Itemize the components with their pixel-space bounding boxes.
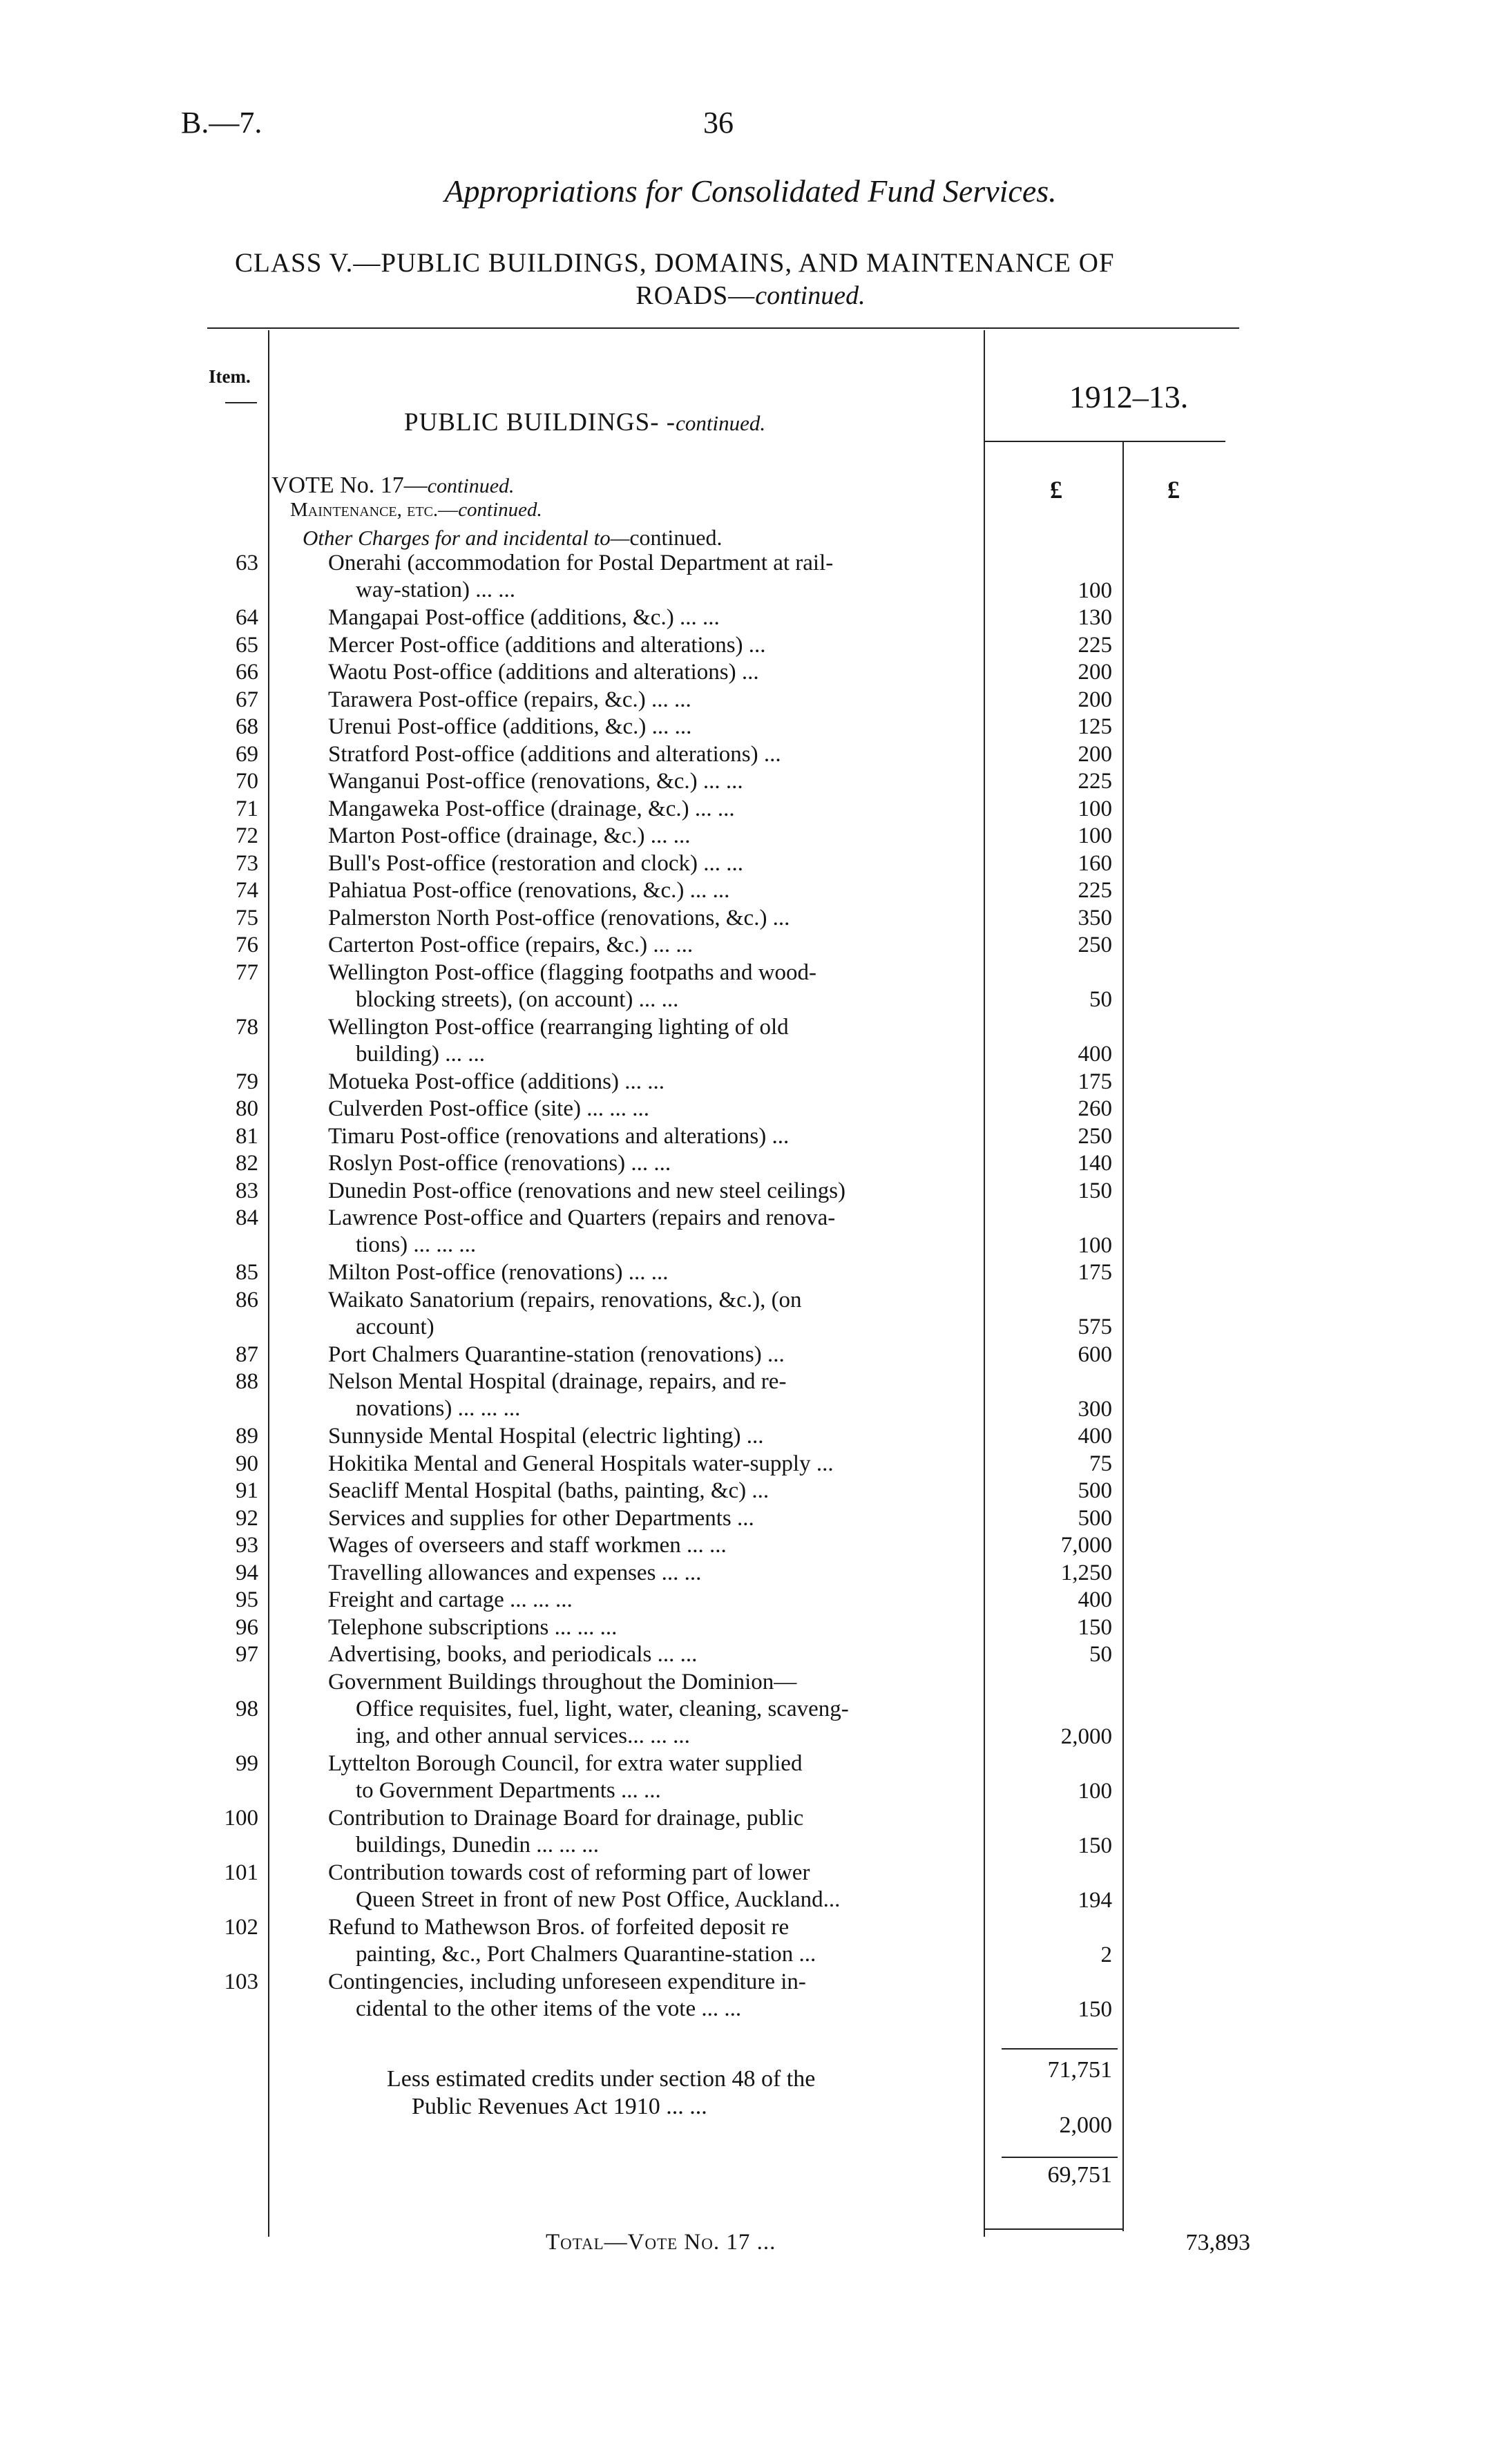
- item-description-line: Marton Post-office (drainage, &c.) ... ...: [328, 823, 691, 848]
- item-description-line: Motueka Post-office (additions) ... ...: [328, 1069, 665, 1094]
- item-description-line: Services and supplies for other Departments ...: [328, 1505, 754, 1531]
- item-number: 70: [236, 769, 258, 794]
- class-heading-line2: [0, 280, 1501, 311]
- item-amount: 300: [1078, 1396, 1112, 1422]
- item-description-line: Lyttelton Borough Council, for extra water supplied: [328, 1751, 803, 1776]
- page-title: Appropriations for Consolidated Fund Services.: [444, 173, 1057, 209]
- item-description: [328, 1178, 991, 1205]
- item-number: 77: [236, 959, 258, 985]
- item-description-line: Stratford Post-office (additions and alterations) ...: [328, 741, 781, 767]
- item-description-line: Palmerston North Post-office (renovations, &c.) ...: [328, 905, 790, 930]
- item-amount: 575: [1078, 1315, 1112, 1339]
- item-description-line: Culverden Post-office (site) ... ... ...: [328, 1096, 649, 1121]
- item-amount: 75: [1089, 1451, 1112, 1476]
- item-description-line: Advertising, books, and periodicals ... ...: [328, 1642, 698, 1667]
- item-column-header: Item.: [209, 366, 251, 387]
- item-description: [328, 687, 991, 714]
- item-number: 91: [236, 1478, 258, 1503]
- less-credits-line1: Less estimated credits under section 48 of the: [387, 2066, 816, 2092]
- item-description-continuation: account): [356, 1314, 434, 1339]
- item-description-line: Telephone subscriptions ... ... ...: [328, 1614, 618, 1640]
- net-amount: 69,751: [1047, 2162, 1112, 2188]
- item-amount: 130: [1078, 605, 1112, 630]
- item-number: 99: [236, 1751, 258, 1776]
- item-number: 84: [236, 1205, 258, 1230]
- item-number: 69: [236, 741, 258, 767]
- section-title-text: PUBLIC BUILDINGS- -: [404, 408, 676, 437]
- less-credits-text: [387, 2065, 995, 2121]
- item-description-line: Sunnyside Mental Hospital (electric lighting) ...: [328, 1424, 764, 1449]
- item-description-continuation: way-station) ... ...: [356, 577, 515, 602]
- item-description-line: Contingencies, including unforeseen expenditure in-: [328, 1969, 806, 1994]
- item-amount: 150: [1078, 1833, 1112, 1858]
- item-number: 87: [236, 1341, 258, 1367]
- item-description: [328, 1750, 991, 1804]
- item-amount: 175: [1078, 1260, 1112, 1285]
- item-amount: 100: [1078, 1778, 1112, 1804]
- item-amount: 140: [1078, 1151, 1112, 1176]
- item-description: [328, 1532, 991, 1559]
- item-description: [328, 1368, 991, 1422]
- document-code: B.—7.: [181, 106, 262, 140]
- section-title-continued: continued.: [676, 411, 766, 435]
- item-amount: 100: [1078, 796, 1112, 821]
- currency-symbol-items: £: [1050, 476, 1062, 504]
- vote-heading-continued: continued.: [427, 475, 515, 497]
- item-amount: 150: [1078, 1178, 1112, 1203]
- item-description-line: Wages of overseers and staff workmen ... ...: [328, 1533, 727, 1558]
- maintenance-heading-text: Maintenance, etc.—: [290, 499, 459, 521]
- item-description: [328, 823, 991, 850]
- item-amount: 225: [1078, 632, 1112, 658]
- item-number: 90: [236, 1451, 258, 1476]
- item-amount: 225: [1078, 769, 1112, 794]
- item-amount: 260: [1078, 1096, 1112, 1121]
- item-description: [328, 796, 991, 823]
- item-description: [328, 1614, 991, 1641]
- item-amount: 100: [1078, 1232, 1112, 1258]
- item-description: [328, 905, 991, 932]
- item-amount: 1,250: [1060, 1560, 1112, 1585]
- item-description-continuation: buildings, Dunedin ... ... ...: [356, 1833, 599, 1857]
- item-header-dash: [225, 402, 257, 403]
- other-charges-heading: [303, 525, 723, 551]
- item-number: 95: [236, 1587, 258, 1612]
- item-amount: 194: [1078, 1887, 1112, 1913]
- item-description: [328, 1860, 991, 1913]
- item-description-continuation: Queen Street in front of new Post Office, Auckland...: [356, 1887, 841, 1912]
- item-number: 92: [236, 1505, 258, 1531]
- item-description-line: Milton Post-office (renovations) ... ...: [328, 1260, 669, 1285]
- item-number: 100: [224, 1806, 258, 1831]
- item-amount: 200: [1078, 687, 1112, 712]
- item-description-line: Roslyn Post-office (renovations) ... ...: [328, 1151, 671, 1176]
- item-amount: 400: [1078, 1042, 1112, 1067]
- less-credits-line2: Public Revenues Act 1910 ... ...: [412, 2094, 707, 2119]
- item-description: [328, 550, 991, 604]
- item-amount: 250: [1078, 933, 1112, 957]
- item-number: 66: [236, 660, 258, 685]
- item-description-line: Wellington Post-office (rearranging lighting of old: [328, 1014, 789, 1040]
- item-description-line: Freight and cartage ... ... ...: [328, 1587, 573, 1612]
- subtotal-rule: [1002, 2048, 1118, 2050]
- item-description-line: Wanganui Post-office (renovations, &c.) ... ...: [328, 769, 743, 794]
- maintenance-heading: [290, 499, 542, 522]
- item-description-continuation: ing, and other annual services... ... ...: [356, 1723, 690, 1748]
- item-amount: 125: [1078, 714, 1112, 739]
- item-amount: 350: [1078, 905, 1112, 930]
- item-description: [328, 1014, 991, 1068]
- item-description-line: Contribution to Drainage Board for drainage, public: [328, 1806, 804, 1831]
- item-column-rule: [268, 330, 269, 2237]
- item-number: 63: [236, 551, 258, 575]
- total-vote-label: Total—Vote No. 17 ...: [546, 2230, 776, 2255]
- item-description: [328, 850, 991, 877]
- item-amount: 500: [1078, 1505, 1112, 1531]
- item-description: [328, 1587, 991, 1614]
- item-amount: 400: [1078, 1424, 1112, 1449]
- item-number: 96: [236, 1614, 258, 1640]
- vote-heading-text: VOTE No. 17—: [271, 472, 428, 498]
- item-number: 73: [236, 850, 258, 876]
- item-amount: 150: [1078, 1614, 1112, 1640]
- item-description: [328, 741, 991, 768]
- item-description: [328, 932, 991, 959]
- item-description: [328, 959, 991, 1013]
- item-description: [328, 877, 991, 904]
- item-description-continuation: to Government Departments ... ...: [356, 1778, 661, 1803]
- item-description: [328, 632, 991, 659]
- item-number: 85: [236, 1260, 258, 1285]
- item-description: [328, 604, 991, 631]
- maintenance-heading-continued: continued.: [458, 499, 542, 521]
- item-description-line: Refund to Mathewson Bros. of forfeited deposit re: [328, 1915, 790, 1940]
- item-description: [328, 1341, 991, 1368]
- item-description-line: Onerahi (accommodation for Postal Department at rail-: [328, 551, 834, 575]
- class-heading-continued: continued.: [755, 281, 866, 310]
- item-amount: 160: [1078, 850, 1112, 876]
- item-description: [328, 1287, 991, 1341]
- item-description-continuation: painting, &c., Port Chalmers Quarantine-station ...: [356, 1942, 816, 1967]
- item-description-line: Urenui Post-office (additions, &c.) ... ...: [328, 714, 692, 739]
- other-charges-italic: Other Charges for and incidental to—: [303, 526, 630, 550]
- amount-column-rule: [1122, 442, 1124, 2231]
- item-description-continuation: blocking streets), (on account) ... ...: [356, 986, 679, 1012]
- item-description: [328, 1423, 991, 1450]
- item-number: 71: [236, 796, 258, 821]
- item-number: 81: [236, 1123, 258, 1149]
- item-amount: 400: [1078, 1587, 1112, 1612]
- item-description-continuation: tions) ... ... ...: [356, 1232, 477, 1257]
- item-description-line: Seacliff Mental Hospital (baths, painting, &c) ...: [328, 1478, 769, 1503]
- item-description: [328, 714, 991, 741]
- item-description-line: Dunedin Post-office (renovations and new steel ceilings): [328, 1178, 846, 1203]
- item-description-line: Mangaweka Post-office (drainage, &c.) ... ...: [328, 796, 735, 821]
- other-charges-continued: continued.: [629, 525, 723, 550]
- item-amount: 7,000: [1060, 1533, 1112, 1558]
- item-description: [328, 1505, 991, 1532]
- item-amount: 50: [1089, 1642, 1112, 1667]
- item-number: 65: [236, 632, 258, 658]
- item-description-line: Bull's Post-office (restoration and clock) ... ...: [328, 850, 744, 876]
- item-description-continuation: cidental to the other items of the vote ... ...: [356, 1996, 742, 2021]
- item-description-continuation: building) ... ...: [356, 1041, 485, 1067]
- item-number: 103: [224, 1969, 258, 1994]
- item-description-line: Mercer Post-office (additions and alterations) ...: [328, 632, 766, 658]
- item-description-line: Hokitika Mental and General Hospitals water-supply ...: [328, 1451, 834, 1476]
- class-heading-line1: CLASS V.—PUBLIC BUILDINGS, DOMAINS, AND MAINTENANCE OF: [235, 248, 1115, 278]
- item-amount: 250: [1078, 1123, 1112, 1149]
- item-description: [328, 1205, 991, 1259]
- item-number: 78: [236, 1014, 258, 1040]
- item-amount: 100: [1078, 823, 1112, 848]
- item-number: 97: [236, 1642, 258, 1667]
- item-amount: 2: [1100, 1942, 1112, 1967]
- year-underline: [985, 441, 1225, 442]
- page-number: 36: [703, 106, 734, 140]
- item-number: 68: [236, 714, 258, 739]
- item-description: [328, 1096, 991, 1123]
- item-description: [328, 1478, 991, 1505]
- item-description-line: Office requisites, fuel, light, water, cleaning, scaveng-: [356, 1696, 849, 1721]
- item-amount: 100: [1078, 577, 1112, 603]
- net-rule: [1002, 2157, 1118, 2158]
- item-number: 86: [236, 1287, 258, 1312]
- item-number: 98: [236, 1697, 258, 1721]
- item-description-line: Mangapai Post-office (additions, &c.) ... ...: [328, 605, 720, 630]
- item-number: 83: [236, 1178, 258, 1203]
- item-description-line: Timaru Post-office (renovations and alterations) ...: [328, 1123, 790, 1149]
- item-description-line: Nelson Mental Hospital (drainage, repairs, and re-: [328, 1369, 787, 1394]
- item-description: [328, 1560, 991, 1587]
- item-amount: 200: [1078, 741, 1112, 767]
- item-amount: 225: [1078, 878, 1112, 903]
- item-description: [328, 1451, 991, 1478]
- year-header: 1912–13.: [1069, 379, 1189, 414]
- item-number: 64: [236, 605, 258, 630]
- item-number: 76: [236, 933, 258, 957]
- item-description-line: Waotu Post-office (additions and alterations) ...: [328, 660, 759, 685]
- item-description-line: Carterton Post-office (repairs, &c.) ... ...: [328, 933, 694, 957]
- subtotal-amount: 71,751: [1047, 2057, 1112, 2083]
- item-description: [328, 1069, 991, 1096]
- item-number: 93: [236, 1533, 258, 1558]
- item-amount: 200: [1078, 660, 1112, 685]
- item-description-line: Travelling allowances and expenses ... ...: [328, 1560, 702, 1585]
- credits-amount: 2,000: [1059, 2112, 1112, 2138]
- grand-total-amount: 73,893: [1185, 2230, 1250, 2255]
- item-number: 75: [236, 905, 258, 930]
- item-description: [328, 1123, 991, 1150]
- item-amount: 50: [1089, 987, 1112, 1012]
- item-description: [328, 1914, 991, 1968]
- table-top-rule: [207, 327, 1239, 329]
- item-description-line: Lawrence Post-office and Quarters (repairs and renova-: [328, 1205, 836, 1230]
- item-number: 88: [236, 1369, 258, 1394]
- item-number: 102: [224, 1915, 258, 1940]
- item-description: [328, 768, 991, 795]
- item-description-continuation: novations) ... ... ...: [356, 1396, 521, 1421]
- item-description: [328, 659, 991, 686]
- item-description: [328, 1805, 991, 1859]
- total-rule: [985, 2228, 1123, 2230]
- item-number: 101: [224, 1860, 258, 1885]
- item-number: 94: [236, 1560, 258, 1585]
- item-description-line: Wellington Post-office (flagging footpaths and wood-: [328, 959, 817, 985]
- item-description: [328, 1259, 991, 1286]
- item-description: [328, 1150, 991, 1177]
- item-number: 89: [236, 1424, 258, 1449]
- section-title: [404, 408, 765, 437]
- item-description: [328, 1969, 991, 2023]
- item-number: 72: [236, 823, 258, 848]
- class-heading-prefix: ROADS—: [635, 281, 756, 310]
- item-description: [328, 1641, 991, 1668]
- item-description-line: Waikato Sanatorium (repairs, renovations, &c.), (on: [328, 1287, 802, 1312]
- item-number: 82: [236, 1151, 258, 1176]
- item-number: 79: [236, 1069, 258, 1094]
- currency-symbol-total: £: [1167, 476, 1180, 504]
- item-description-line: Pahiatua Post-office (renovations, &c.) ... ...: [328, 878, 730, 903]
- item-number: 74: [236, 878, 258, 903]
- item-number: 67: [236, 687, 258, 712]
- item-description: [328, 1669, 991, 1750]
- item-description-line: Tarawera Post-office (repairs, &c.) ... ...: [328, 687, 691, 712]
- item-amount: 600: [1078, 1341, 1112, 1367]
- item-amount: 150: [1078, 1996, 1112, 2022]
- vote-heading: [271, 472, 515, 499]
- item-number: 80: [236, 1096, 258, 1121]
- item-amount: 175: [1078, 1069, 1112, 1094]
- item-amount: 500: [1078, 1478, 1112, 1503]
- item-description-line: Contribution towards cost of reforming part of lower: [328, 1860, 810, 1885]
- item-description-heading: Government Buildings throughout the Dominion—: [328, 1669, 797, 1694]
- item-amount: 2,000: [1060, 1723, 1112, 1749]
- item-description-line: Port Chalmers Quarantine-station (renovations) ...: [328, 1341, 785, 1367]
